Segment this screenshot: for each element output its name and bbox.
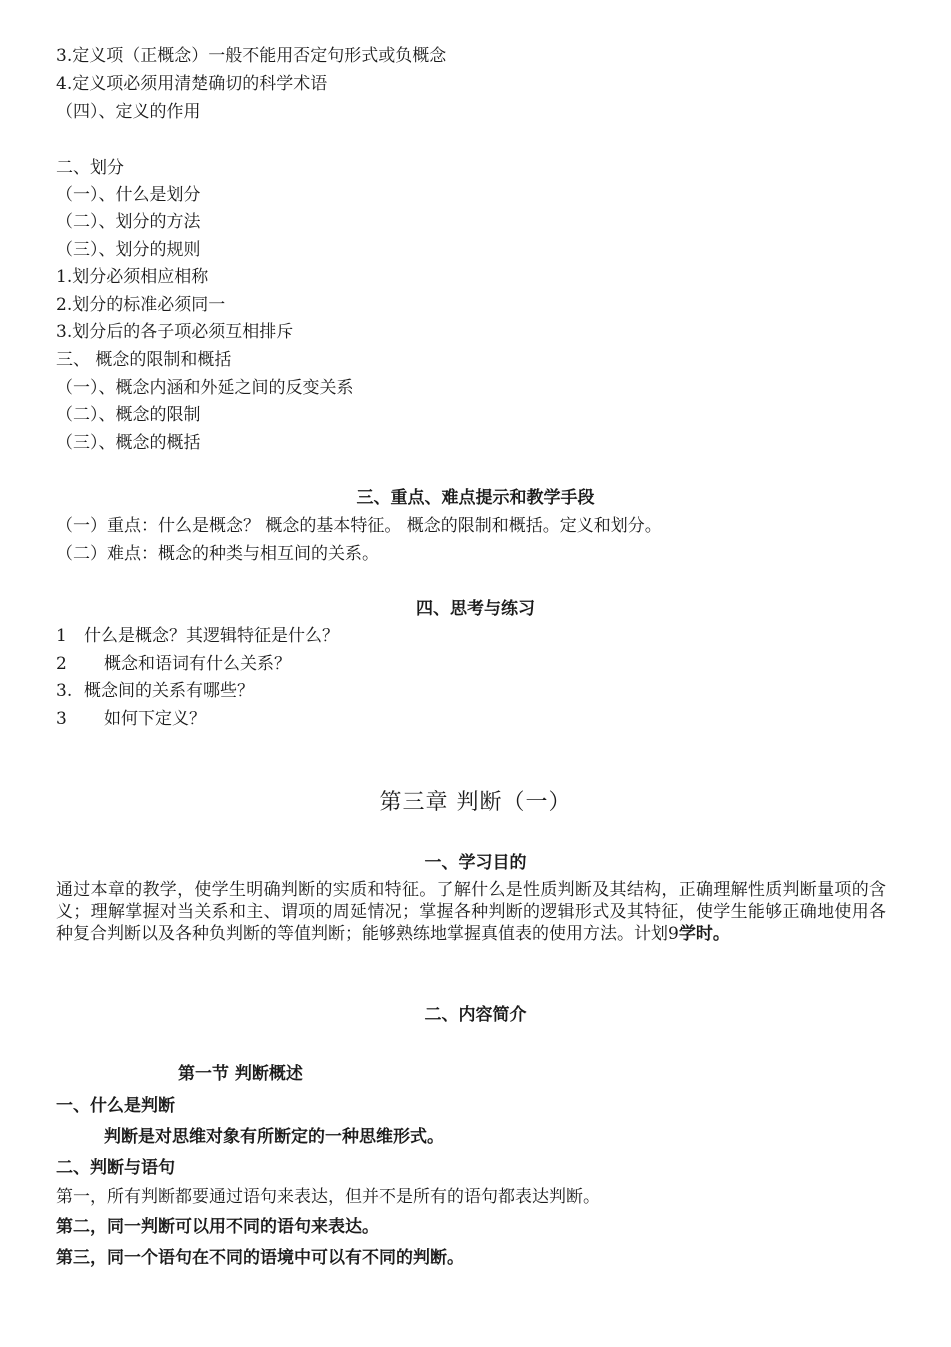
goals-text-bold: 学时。: [678, 924, 730, 944]
key-point-line: （二）难点：概念的种类与相互间的关系。: [56, 544, 379, 564]
list-item: （三）、概念的概括: [56, 433, 201, 453]
exercise-item: [56, 653, 291, 675]
list-item: 1.划分必须相应相称: [56, 267, 209, 287]
goals-heading: 一、学习目的: [424, 853, 527, 873]
list-item: 2.划分的标准必须同一: [56, 295, 226, 315]
goals-paragraph: [56, 879, 886, 945]
chapter-title: 第三章 判断（一）: [379, 790, 572, 815]
exercise-item: [56, 625, 339, 647]
exercise-number: 1: [56, 626, 67, 646]
goals-text: 通过本章的教学，使学生明确判断的实质和特征。了解什么是性质判断及其结构，正确理解性质判断量项的含义；理解掌握对当关系和主、谓项的周延情况；掌握各种判断的逻辑形式及其特征，使学生能够正确地使用各种复合判断以及各种负判断的等值判断；能够熟练地掌握真值表的使用方法。计划9: [56, 880, 886, 944]
list-item: （三）、划分的规则: [56, 240, 201, 260]
exercise-text: 什么是概念？其逻辑特征是什么？: [84, 626, 339, 646]
exercise-item: [56, 708, 206, 730]
list-item: 4.定义项必须用清楚确切的科学术语: [56, 74, 328, 94]
exercise-number: 3: [56, 709, 67, 729]
exercise-item: [56, 680, 254, 702]
exercise-number: 2: [56, 654, 67, 674]
point-text: 第一，所有判断都要通过语句来表达，但并不是所有的语句都表达判断。: [56, 1187, 600, 1207]
list-item: （四）、定义的作用: [56, 102, 201, 122]
list-item: （二）、概念的限制: [56, 405, 201, 425]
summary-heading: 二、内容简介: [424, 1005, 527, 1025]
key-point-line: （一）重点：什么是概念？ 概念的基本特征。 概念的限制和概括。定义和划分。: [56, 516, 662, 536]
exercise-text: 如何下定义？: [104, 709, 206, 729]
exercise-text: 概念间的关系有哪些？: [84, 681, 254, 701]
subheading: 一、什么是判断: [56, 1096, 175, 1116]
exercise-text: 概念和语词有什么关系？: [104, 654, 291, 674]
point-text: 第二，同一判断可以用不同的语句来表达。: [56, 1217, 379, 1237]
list-item: 3.划分后的各子项必须互相排斥: [56, 322, 294, 342]
section-title: 第一节 判断概述: [178, 1064, 303, 1084]
subheading: 二、判断与语句: [56, 1158, 175, 1178]
list-item: （一）、什么是划分: [56, 185, 201, 205]
exercises-heading: 四、思考与练习: [416, 599, 535, 619]
section-heading-restriction: 三、 概念的限制和概括: [56, 350, 232, 370]
list-item: （一）、概念内涵和外延之间的反变关系: [56, 378, 354, 398]
list-item: 3.定义项（正概念）一般不能用否定句形式或负概念: [56, 46, 447, 66]
exercise-number: 3.: [56, 681, 73, 701]
point-text: 第三，同一个语句在不同的语境中可以有不同的判断。: [56, 1248, 464, 1268]
definition-text: 判断是对思维对象有所断定的一种思维形式。: [104, 1127, 444, 1147]
key-points-heading: 三、重点、难点提示和教学手段: [356, 488, 595, 508]
list-item: （二）、划分的方法: [56, 212, 201, 232]
section-heading-division: 二、划分: [56, 158, 124, 178]
